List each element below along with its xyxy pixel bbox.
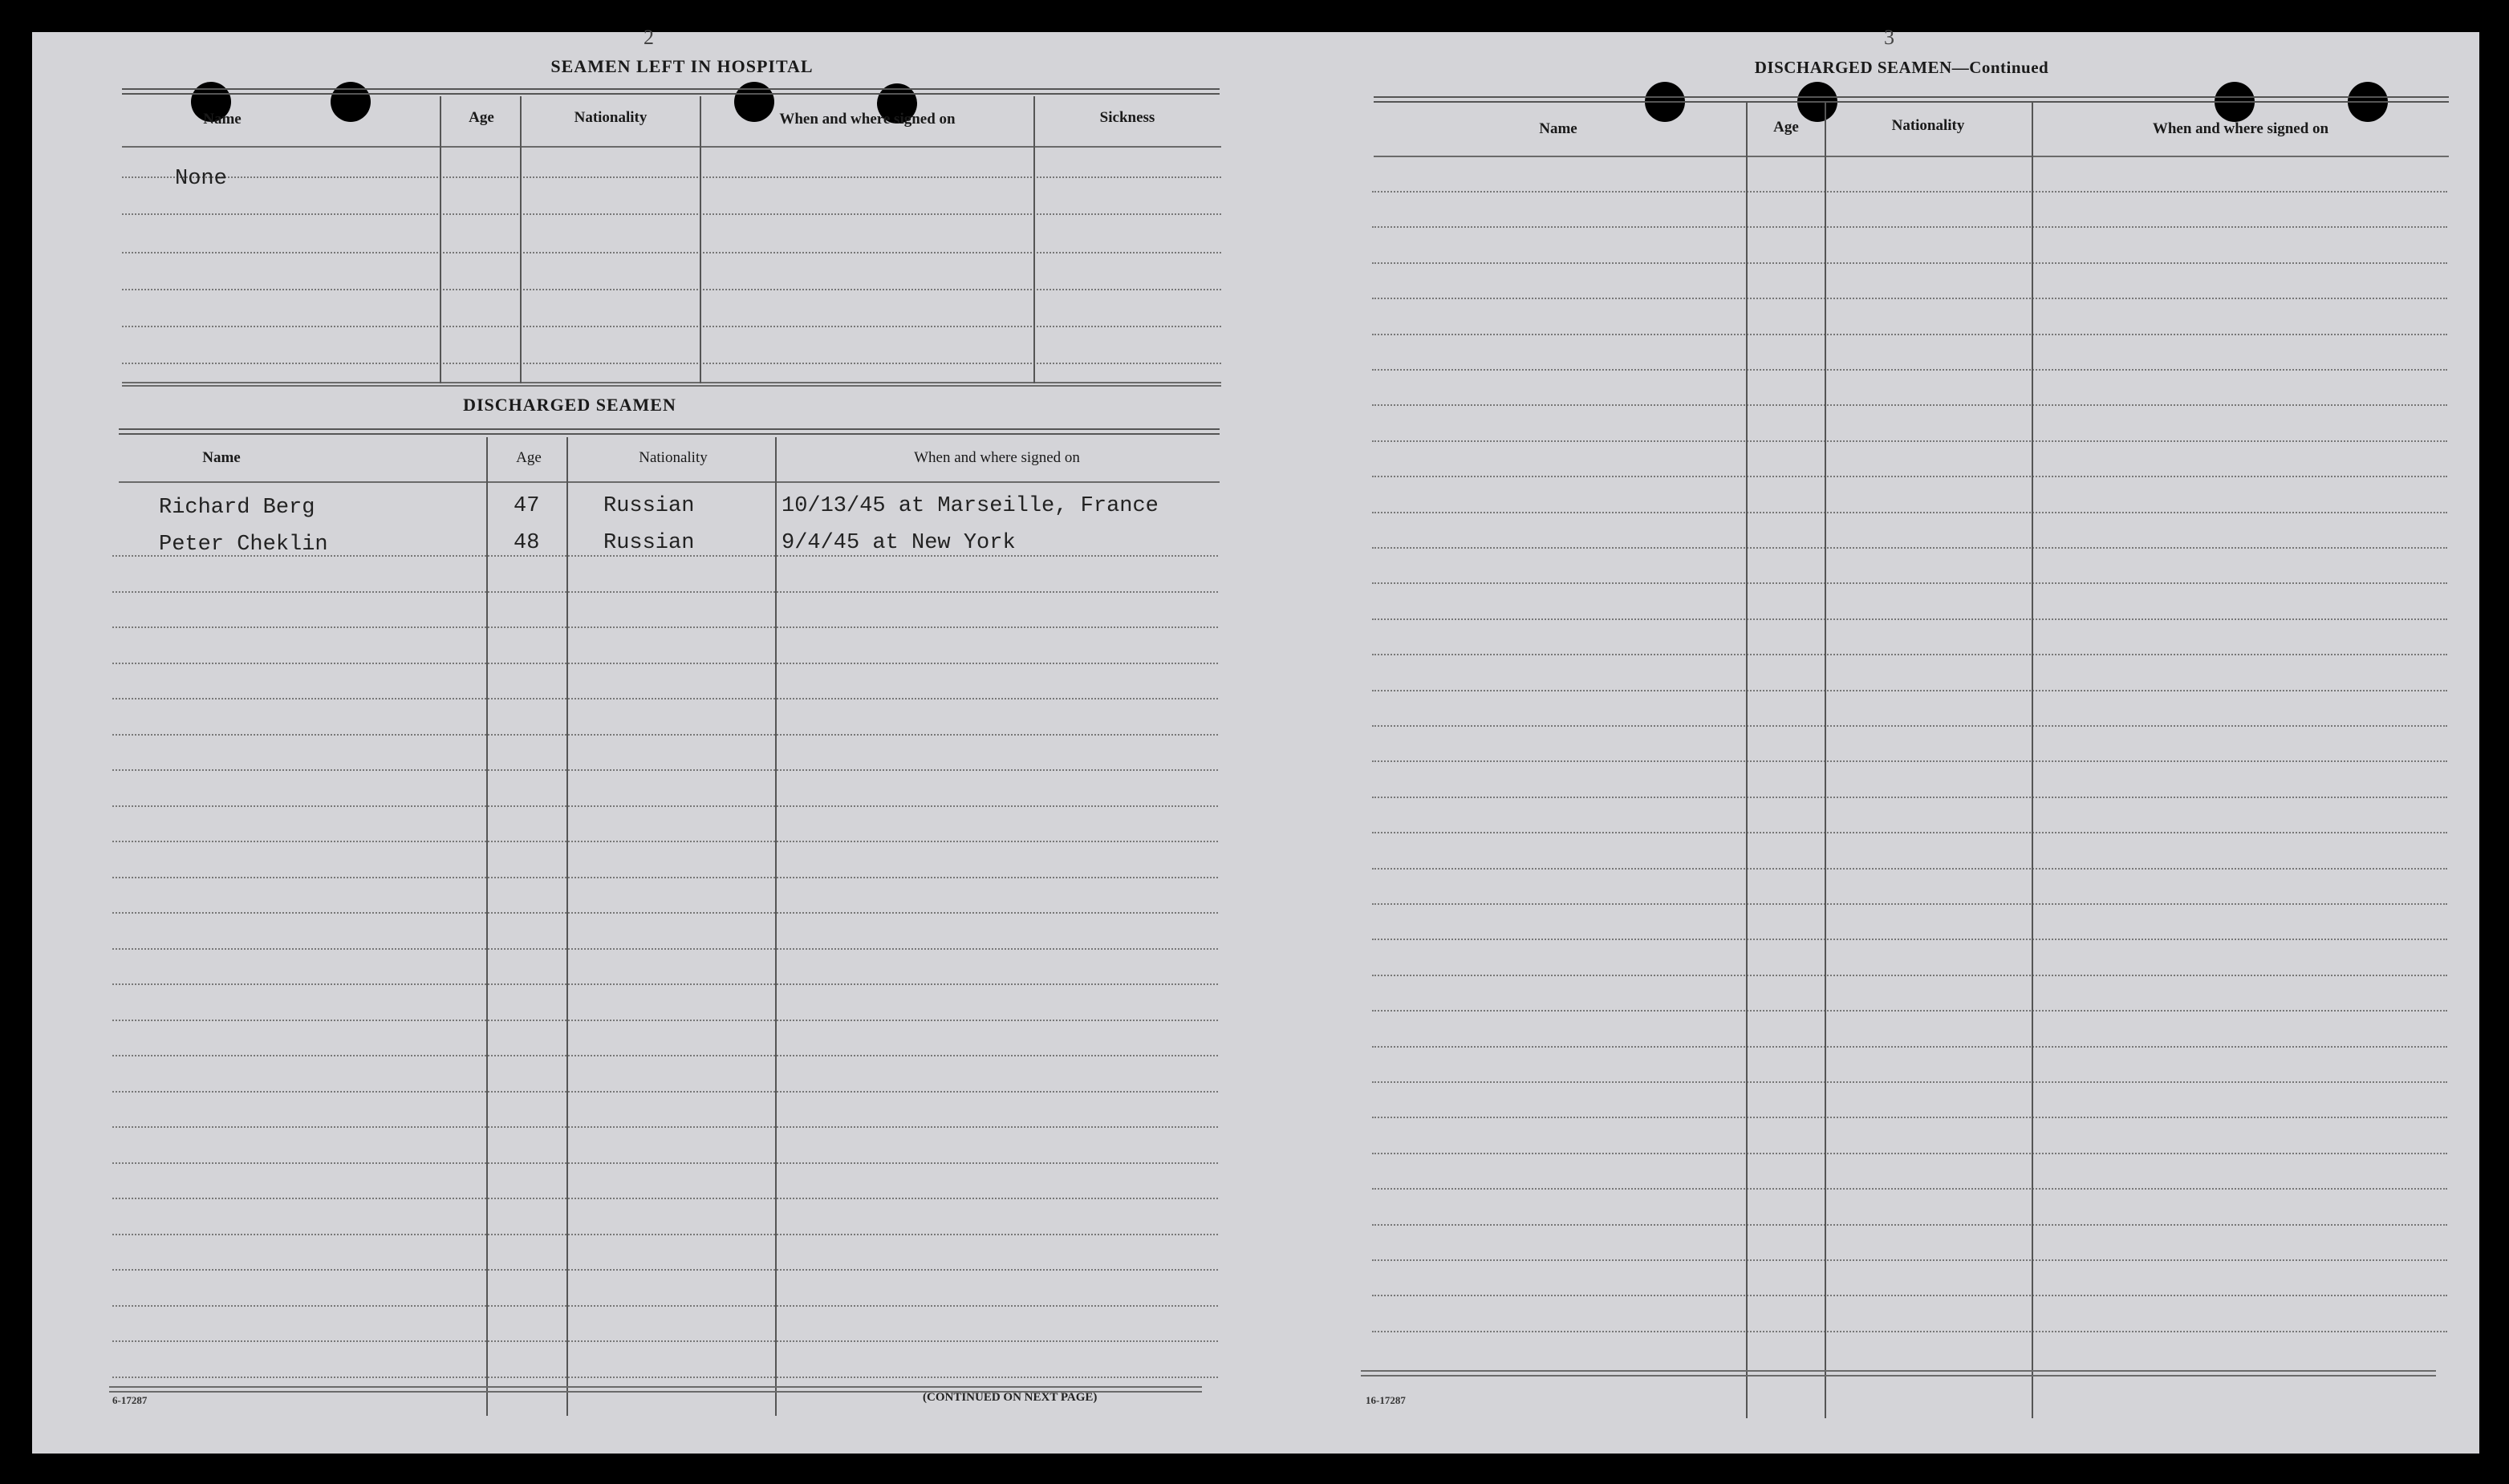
- form-sheet: [32, 26, 2479, 1454]
- row-rule: [112, 1091, 1218, 1093]
- row-rule: [112, 1126, 1218, 1128]
- table-bottom-rule: [1361, 1370, 2436, 1372]
- row-rule: [112, 1377, 1218, 1378]
- row-rule: [112, 805, 1218, 807]
- row-rule: [122, 289, 1221, 290]
- row-rule: [1372, 618, 2447, 620]
- row-rule: [1372, 832, 2447, 833]
- column-header-name: Name: [202, 449, 241, 466]
- row-rule: [1372, 476, 2447, 477]
- table-rule: [1374, 96, 2449, 103]
- page-number: 2: [643, 26, 654, 49]
- row-rule: [112, 1269, 1218, 1271]
- row-rule: [1372, 1081, 2447, 1083]
- row-rule: [1372, 1295, 2447, 1296]
- row-rule: [122, 213, 1221, 215]
- seaman-nationality: Russian: [603, 531, 695, 555]
- column-header-signed-on: When and where signed on: [779, 111, 956, 128]
- row-rule: [1372, 226, 2447, 228]
- column-header-nationality: Nationality: [639, 449, 708, 466]
- column-header-age: Age: [516, 449, 542, 466]
- seaman-name: Peter Cheklin: [159, 533, 328, 557]
- row-rule: [122, 326, 1221, 327]
- continued-note: (CONTINUED ON NEXT PAGE): [923, 1391, 1098, 1404]
- column-divider: [775, 437, 777, 1416]
- page-number: 3: [1884, 26, 1894, 49]
- row-rule: [1372, 903, 2447, 905]
- column-divider: [1033, 96, 1035, 383]
- row-rule: [112, 983, 1218, 985]
- form-number: 16-17287: [1366, 1394, 1406, 1406]
- column-header-signed-on: When and where signed on: [2152, 120, 2329, 137]
- seaman-name: Richard Berg: [159, 496, 315, 520]
- row-rule: [112, 841, 1218, 842]
- row-rule: [112, 1340, 1218, 1342]
- row-rule: [1372, 1046, 2447, 1048]
- row-rule: [1372, 404, 2447, 406]
- header-rule: [119, 481, 1220, 483]
- section-title-hospital: SEAMEN LEFT IN HOSPITAL: [550, 56, 814, 76]
- row-rule: [1372, 654, 2447, 655]
- column-divider: [440, 96, 441, 383]
- row-rule: [1372, 369, 2447, 371]
- row-rule: [1372, 1153, 2447, 1154]
- row-rule: [1372, 512, 2447, 513]
- row-rule: [1372, 547, 2447, 549]
- row-rule: [112, 626, 1218, 628]
- seaman-signed-on: 10/13/45 at Marseille, France: [782, 494, 1159, 518]
- column-header-name: Name: [1539, 120, 1577, 137]
- row-rule: [112, 1162, 1218, 1164]
- column-divider: [700, 96, 701, 383]
- column-header-sickness: Sickness: [1099, 109, 1155, 126]
- column-divider: [2032, 103, 2033, 1418]
- table-rule: [122, 88, 1220, 95]
- column-header-signed-on: When and where signed on: [914, 449, 1080, 466]
- row-rule: [112, 877, 1218, 878]
- row-rule: [1372, 582, 2447, 584]
- column-divider: [520, 96, 522, 383]
- section-title-discharged: DISCHARGED SEAMEN: [463, 395, 676, 415]
- column-divider: [1746, 103, 1748, 1418]
- row-rule: [112, 698, 1218, 699]
- row-rule: [112, 1234, 1218, 1235]
- row-rule: [112, 1198, 1218, 1199]
- row-rule: [1372, 1010, 2447, 1012]
- row-rule: [1372, 298, 2447, 299]
- row-rule: [1372, 1188, 2447, 1190]
- row-rule: [1372, 440, 2447, 442]
- seaman-age: 48: [514, 531, 540, 555]
- row-rule: [112, 1020, 1218, 1021]
- row-rule: [1372, 797, 2447, 798]
- row-rule: [112, 769, 1218, 771]
- row-rule: [1372, 690, 2447, 691]
- row-rule: [122, 385, 1221, 387]
- seaman-age: 47: [514, 494, 540, 518]
- row-rule: [122, 252, 1221, 253]
- column-divider: [486, 437, 488, 1416]
- column-header-name: Name: [203, 111, 242, 128]
- column-header-nationality: Nationality: [574, 109, 648, 126]
- row-rule: [112, 734, 1218, 736]
- row-rule: [1372, 868, 2447, 870]
- left-page: [32, 26, 1252, 1454]
- seaman-signed-on: 9/4/45 at New York: [782, 531, 1016, 555]
- section-title-discharged-continued: DISCHARGED SEAMEN—Continued: [1754, 58, 2049, 77]
- row-rule: [112, 663, 1218, 664]
- row-rule: [1372, 262, 2447, 264]
- column-divider: [1825, 103, 1826, 1418]
- right-page: [1252, 26, 2479, 1454]
- row-rule: [122, 176, 1221, 178]
- table-bottom-rule: [1361, 1375, 2436, 1377]
- row-rule: [1372, 334, 2447, 335]
- row-rule: [112, 912, 1218, 914]
- column-header-age: Age: [469, 109, 494, 126]
- column-header-age: Age: [1773, 119, 1799, 136]
- row-rule: [1372, 975, 2447, 976]
- row-rule: [112, 591, 1218, 593]
- seaman-nationality: Russian: [603, 494, 695, 518]
- row-rule: [1372, 939, 2447, 940]
- form-number: 6-17287: [112, 1394, 148, 1406]
- row-rule: [112, 1305, 1218, 1307]
- row-rule: [1372, 191, 2447, 193]
- row-rule: [1372, 1224, 2447, 1226]
- row-rule: [122, 363, 1221, 364]
- column-divider: [566, 437, 568, 1416]
- hospital-name-entry: None: [175, 167, 227, 191]
- row-rule: [112, 948, 1218, 950]
- row-rule: [1372, 1331, 2447, 1332]
- column-header-nationality: Nationality: [1891, 117, 1965, 134]
- row-rule: [1372, 1117, 2447, 1118]
- row-rule: [1372, 760, 2447, 762]
- header-rule: [1374, 156, 2449, 157]
- header-rule: [122, 146, 1221, 148]
- table-bottom-rule: [109, 1386, 1202, 1388]
- row-rule: [112, 1055, 1218, 1056]
- row-rule: [122, 382, 1221, 383]
- row-rule: [1372, 725, 2447, 727]
- table-rule: [119, 428, 1220, 435]
- row-rule: [1372, 1259, 2447, 1261]
